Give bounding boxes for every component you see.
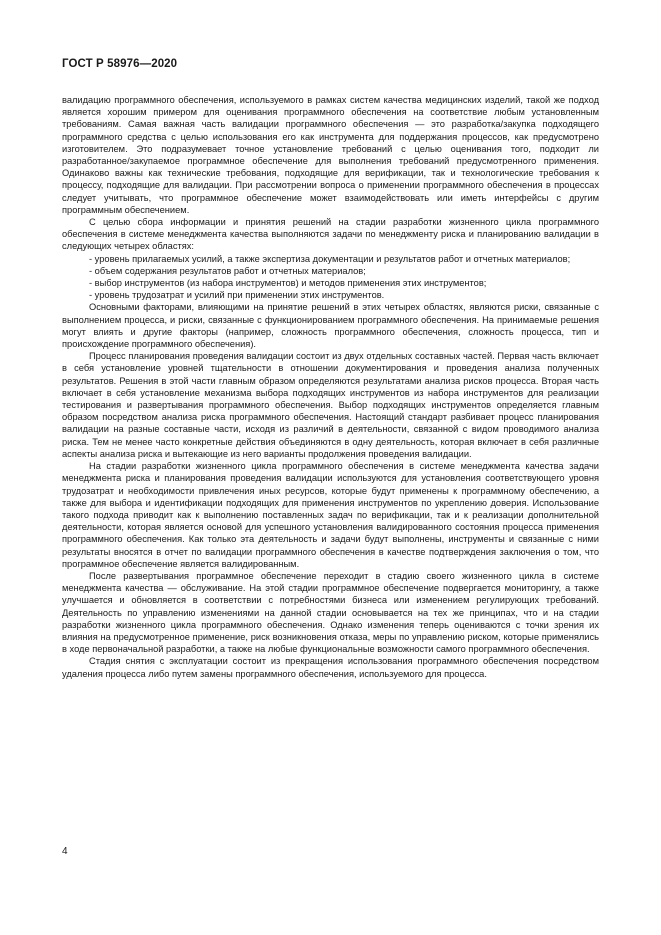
list-item-3: - выбор инструментов (из набора инструментов) и методов применения этих инструментов; bbox=[89, 278, 487, 289]
paragraph-1: валидацию программного обеспечения, используемого в рамках систем качества медицинских изделий, такой же подход является хорошим примером для оценивания программного обеспечения на соответствие любым установленным требованиям. Самая важная часть валидации программного обеспечения — это разработка/закупка подходящего программного средства с целью использования его как инструмента для поддержания процессов, как предусмотрено изготовителем. Это подразумевает точное установление требований с целью оценивания того, подходит ли разработанное/закупаемое программное обеспечение для выполнения требований предусмотренного применения. Одинаково важны как технические требования, подходящие для верификации, так и технологические требования к процессу, подходящие для валидации. При рассмотрении вопроса о применении программного обеспечения в процессах следует учитывать, что программное обеспечение может взаимодействовать или иметь интерфейсы с другим программным обеспечением. bbox=[62, 95, 599, 215]
document-header: ГОСТ Р 58976—2020 bbox=[62, 58, 178, 70]
paragraph-6: После развертывания программное обеспечение переходит в стадию своего жизненного цикла в системе менеджмента качества — обслуживание. На этой стадии программное обеспечение подвергается мониторингу, а также улучшается и обновляется в соответствии с потребностями бизнеса или изменением регулирующих требований. Деятельность по управлению изменениями на данной стадии основывается на тех же принципах, что и на стадии разработки жизненного цикла программного обеспечения. Однако изменения теперь оцениваются с точки зрения их влияния на предусмотренное применение, риск возникновения отказа, меры по управлению риском, которые применялись в ходе первоначальной разработки, а также на любые функциональные возможности самого программного обеспечения. bbox=[62, 570, 599, 655]
page-number: 4 bbox=[62, 846, 68, 857]
list-item-4: - уровень трудозатрат и усилий при применении этих инструментов. bbox=[89, 290, 385, 301]
paragraph-3: Основными факторами, влияющими на принятие решений в этих четырех областях, являются риски, связанные с выполнением процесса, и риски, связанные с функционированием программного обеспечения. На принимаемые решения могут влиять и другие факторы (например, сложность программного обеспечения, сложность процесса, тип и происхождение программного обеспечения). bbox=[62, 302, 599, 350]
paragraph-7: Стадия снятия с эксплуатации состоит из прекращения использования программного обеспечения посредством удаления процесса либо путем замены программного обеспечения, используемого для процесса. bbox=[62, 656, 599, 679]
list-item-2: - объем содержания результатов работ и отчетных материалов; bbox=[89, 265, 366, 276]
paragraph-5: На стадии разработки жизненного цикла программного обеспечения в системе менеджмента качества задачи менеджмента риска и планирования проведения валидации используются для установления соответствующего уровня трудозатрат и необходимости привлечения иных ресурсов, которые будут применены к программному обеспечению, а также для выбора и идентификации подходящих для применения инструментов по укреплению доверия. Использование такого подхода приводит как к выполнению поставленных задач по верификации, так и к реализации дополнительной деятельности, которая является основой для успешного установления валидированного состояния процесса применения программного обеспечения. Как только эта деятельность и задачи будут выполнены, инструменты и связанные с ними результаты вносятся в отчет по валидации программного обеспечения в качестве подтверждения заключения о том, что программное обеспечение является валидированным. bbox=[62, 461, 599, 569]
document-body bbox=[62, 94, 599, 680]
list-item-1: - уровень прилагаемых усилий, а также экспертиза документации и результатов работ и отчетных материалов; bbox=[89, 253, 571, 264]
paragraph-4: Процесс планирования проведения валидации состоит из двух отдельных составных частей. Первая часть включает в себя установление уровней тщательности в отношении документирования и проведения анализа полученных результатов. Решения в этой части главным образом определяются результатами анализа рисков процесса. Вторая часть включает в себя установление механизма выбора подходящих инструментов из набора инструментов для реализации тестирования и развертывания программного обеспечения. Выбор подходящих инструментов определяется главным образом посредством анализа риска программного обеспечения. Настоящий стандарт разбивает процесс планирования валидации на разные составные части, исходя из различий в деятельности, связанной с видом проводимого анализа риска. Тем не менее часто конкретные действия объединяются в одну деятельность, которая включает в себя различные аспекты анализа риска и вытекающие из него варианты продолжения проведения валидации. bbox=[62, 351, 599, 459]
paragraph-2: С целью сбора информации и принятия решений на стадии разработки жизненного цикла программного обеспечения в системе менеджмента качества выполняются задачи по менеджменту риска и планированию валидации в следующих четырех областях: bbox=[62, 217, 599, 252]
